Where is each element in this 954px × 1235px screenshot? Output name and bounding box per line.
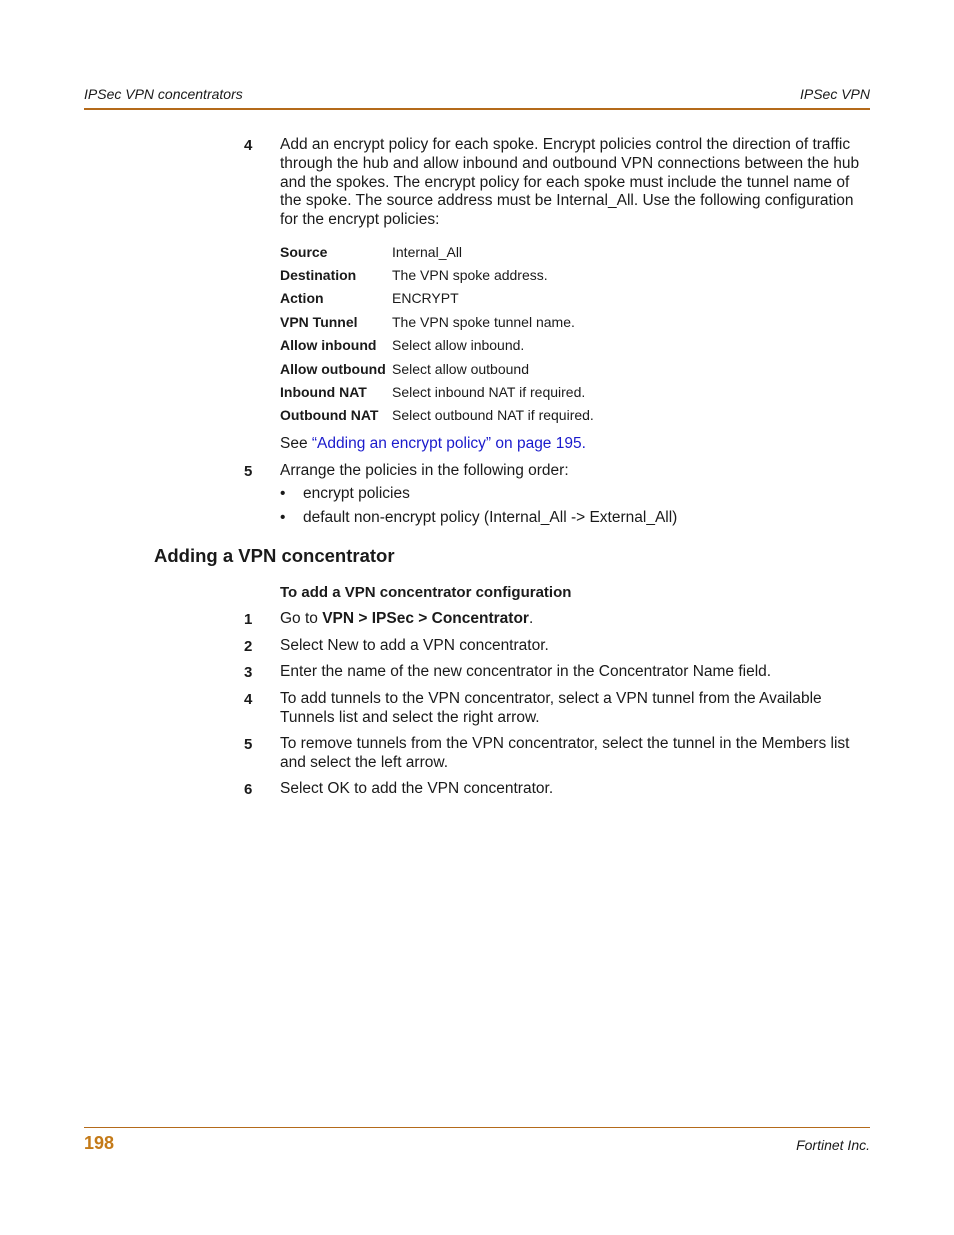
text-line: Select OK to add the VPN concentrator. <box>280 780 554 797</box>
cross-reference <box>280 435 870 454</box>
text-line: Add an encrypt policy for each spoke. Encrypt policies control the direction of traffic <box>280 136 851 153</box>
config-value: Internal_All <box>392 244 463 260</box>
config-label: Action <box>280 290 324 306</box>
header-rule <box>84 108 870 110</box>
step-text <box>280 735 870 773</box>
bullet-item: encrypt policies <box>303 485 410 502</box>
text-line: the spoke. The source address must be Internal_All. Use the following configuration <box>280 192 854 210</box>
page-number: 198 <box>84 1133 115 1153</box>
step-number: 5 <box>244 736 253 753</box>
config-value: Select outbound NAT if required. <box>392 407 594 423</box>
footer-rule <box>84 1127 870 1128</box>
step-text <box>280 780 870 799</box>
config-label: Inbound NAT <box>280 384 367 400</box>
text-line: and select the left arrow. <box>280 753 449 771</box>
config-label: Source <box>280 244 328 260</box>
footer-company: Fortinet Inc. <box>796 1137 870 1153</box>
config-value: Select allow outbound <box>392 361 529 377</box>
step-text <box>280 637 870 656</box>
step-number: 3 <box>244 664 253 681</box>
step-text <box>280 663 870 682</box>
text-line: Select New to add a VPN concentrator. <box>280 637 549 654</box>
step-number: 4 <box>244 137 253 154</box>
text-line: Tunnels list and select the right arrow. <box>280 708 540 726</box>
page-link[interactable]: “Adding an encrypt policy” on page 195. <box>311 435 586 452</box>
step-text-prefix: Go to <box>280 610 323 627</box>
config-label: VPN Tunnel <box>280 314 358 330</box>
config-label: Allow outbound <box>280 361 386 377</box>
bullet-item: default non-encrypt policy (Internal_All -> External_All) <box>303 509 678 526</box>
running-header-left: IPSec VPN concentrators <box>84 86 243 102</box>
section-heading: Adding a VPN concentrator <box>154 545 395 566</box>
text-line: To add tunnels to the VPN concentrator, select a VPN tunnel from the Available <box>280 690 822 707</box>
step-text-suffix: . <box>528 610 534 627</box>
step-text <box>280 136 870 230</box>
running-header-right: IPSec VPN <box>799 86 870 102</box>
step-number: 5 <box>244 463 253 480</box>
config-value: Select inbound NAT if required. <box>392 384 586 400</box>
config-label: Outbound NAT <box>280 407 379 423</box>
text-line: To remove tunnels from the VPN concentrator, select the tunnel in the Members list <box>280 735 850 752</box>
bullet-marker: • <box>280 509 286 526</box>
step-number: 2 <box>244 638 253 655</box>
text-line: for the encrypt policies: <box>280 211 440 229</box>
step-text: Arrange the policies in the following order: <box>280 462 569 479</box>
text-line: and the spokes. The encrypt policy for each spoke must include the tunnel name of <box>280 173 850 191</box>
config-value: The VPN spoke tunnel name. <box>392 314 575 330</box>
step-number: 6 <box>244 781 253 798</box>
config-value: ENCRYPT <box>392 290 459 306</box>
text-line: Enter the name of the new concentrator in the Concentrator Name field. <box>280 663 772 680</box>
step-text <box>280 610 870 629</box>
see-prefix: See <box>280 435 312 452</box>
menu-path: VPN > IPSec > Concentrator <box>322 610 529 627</box>
step-number: 1 <box>244 611 253 628</box>
text-line: through the hub and allow inbound and outbound VPN connections between the hub <box>280 154 860 172</box>
config-label: Allow inbound <box>280 337 377 353</box>
config-value: Select allow inbound. <box>392 337 525 353</box>
config-label: Destination <box>280 267 357 283</box>
bullet-marker: • <box>280 485 286 502</box>
config-value: The VPN spoke address. <box>392 267 548 283</box>
step-number: 4 <box>244 691 253 708</box>
step-text <box>280 690 870 728</box>
procedure-title: To add a VPN concentrator configuration <box>280 584 572 601</box>
